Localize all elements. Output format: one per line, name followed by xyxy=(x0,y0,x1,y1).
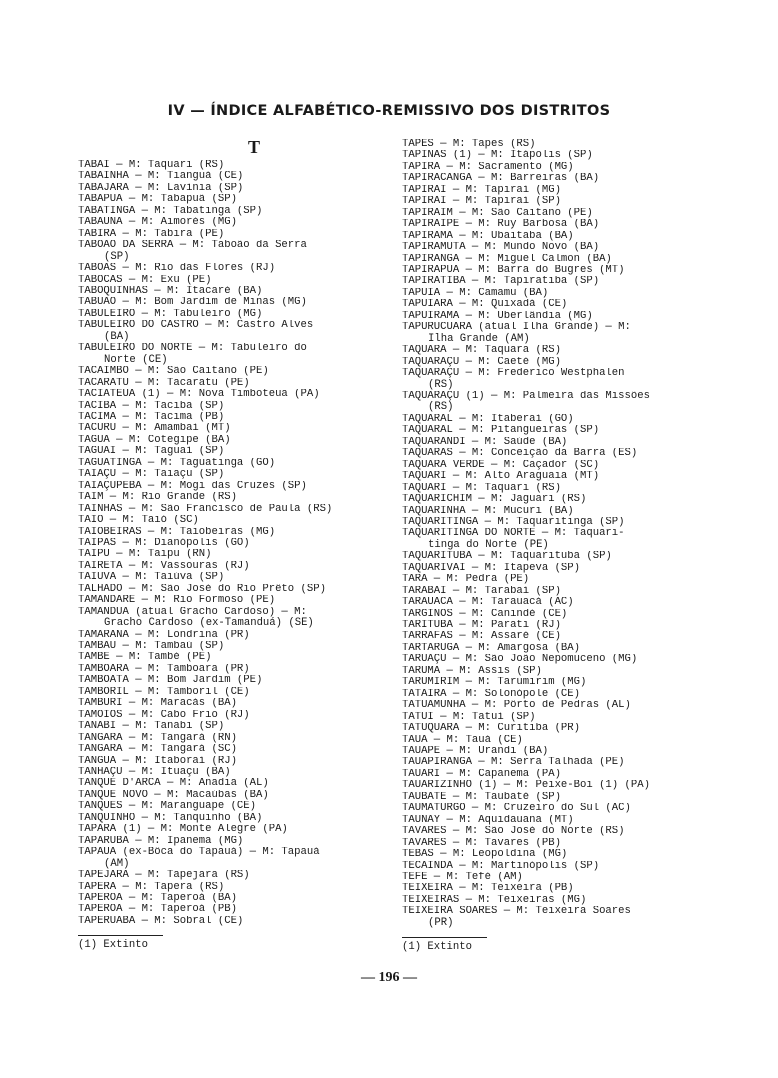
index-entry xyxy=(78,492,390,503)
index-entry xyxy=(402,254,714,265)
entry-text: TAPUIRAMA — M: Uberlândia (MG) xyxy=(402,310,593,322)
entry-continuation: Norte (CE) xyxy=(104,353,168,366)
index-entry xyxy=(78,882,390,893)
entry-text: TAMANDARÉ — M: Rio Formoso (PE) xyxy=(78,595,276,607)
index-entry xyxy=(78,584,390,595)
entry-text: TEBAS — M: Leopoldina (MG) xyxy=(402,849,568,861)
index-entry xyxy=(402,792,714,803)
entry-text: TATUQUARA — M: Curitiba (PR) xyxy=(402,723,581,735)
entry-text: TABAJARA — M: Lavínia (SP) xyxy=(78,182,244,194)
index-entry xyxy=(402,574,714,585)
index-entry xyxy=(402,368,714,391)
entry-text: TANQUE NOVO — M: Macaúbas (BA) xyxy=(78,789,269,801)
index-entry xyxy=(402,849,714,860)
entry-text: TAUAPE — M: Urandi (BA) xyxy=(402,746,549,758)
index-entry xyxy=(78,275,390,286)
index-entry xyxy=(78,217,390,228)
entry-text: TAQUARITUBA — M: Taquarituba (SP) xyxy=(402,551,612,563)
entry-text: TAGUAÍ — M: Taguaí (SP) xyxy=(78,446,225,458)
index-entry xyxy=(78,504,390,515)
index-entry xyxy=(78,847,390,870)
index-entry xyxy=(78,515,390,526)
entry-text: TAPIRACANGA — M: Barreiras (BA) xyxy=(402,173,600,185)
index-entry xyxy=(402,906,714,929)
entry-text: TAPIRAMUTÁ — M: Mundo Novo (BA) xyxy=(402,242,600,254)
entry-text: TABAPUÃ — M: Tabapuã (SP) xyxy=(78,194,237,206)
index-entry xyxy=(402,723,714,734)
index-entry xyxy=(402,196,714,207)
entry-text: TACARATU — M: Tacaratu (PE) xyxy=(78,377,250,389)
index-entry xyxy=(78,446,390,457)
index-entry xyxy=(78,893,390,904)
index-entry xyxy=(402,735,714,746)
entry-text: TAQUARANDI — M: Saúde (BA) xyxy=(402,436,568,448)
footnote-rule xyxy=(402,937,487,938)
entry-text: TEFÉ — M: Tefé (AM) xyxy=(402,872,523,883)
index-entry xyxy=(78,641,390,652)
entry-text: TEIXEIRA — M: Teixeira (PB) xyxy=(402,883,574,895)
index-entry xyxy=(78,756,390,767)
entry-text: TACURU — M: Amambaí (MT) xyxy=(78,423,231,435)
entry-text: TACIBA — M: Taciba (SP) xyxy=(78,400,225,412)
entry-text: TAUAPIRANGA — M: Serra Talhada (PE) xyxy=(402,757,625,769)
entry-text: TABULEIRO — M: Tabuleiro (MG) xyxy=(78,308,263,320)
entry-text: TAQUARAS — M: Conceição da Barra (ES) xyxy=(402,448,638,460)
entry-text: TECAINDÁ — M: Martinópolis (SP) xyxy=(402,860,600,872)
index-entry xyxy=(78,607,390,630)
entry-text: TAPEROÁ — M: Taperoá (BA) xyxy=(78,893,237,904)
entry-text: TABOCAS — M: Exu (PE) xyxy=(78,274,212,286)
index-entry xyxy=(402,494,714,505)
entry-text: TAUMATURGO — M: Cruzeiro do Sul (AC) xyxy=(402,803,631,815)
index-entry xyxy=(78,687,390,698)
index-entry xyxy=(78,401,390,412)
index-entry xyxy=(402,815,714,826)
index-entry xyxy=(402,517,714,528)
index-entry xyxy=(402,586,714,597)
entry-text: TARAUACÁ — M: Tarauacá (AC) xyxy=(402,597,574,609)
index-entry xyxy=(78,527,390,538)
index-entry xyxy=(78,549,390,560)
entry-text: TEIXEIRA SOARES — M: Teixeira Soares xyxy=(402,906,631,918)
index-entry xyxy=(78,710,390,721)
index-entry xyxy=(78,595,390,606)
entry-text: TAPERA — M: Tapera (RS) xyxy=(78,881,225,893)
entry-text: TAUARI — M: Capanema (PA) xyxy=(402,768,561,780)
index-entry xyxy=(78,481,390,492)
entry-text: TABAÚNA — M: Aimorés (MG) xyxy=(78,217,237,229)
index-entry xyxy=(402,551,714,562)
entry-text: TAPARÁ (1) — M: Monte Alegre (PA) xyxy=(78,824,288,836)
index-entry xyxy=(78,675,390,686)
index-entry xyxy=(78,378,390,389)
entry-text: TAPIRAIM — M: São Caitano (PE) xyxy=(402,207,593,219)
index-entry xyxy=(78,664,390,675)
index-entry xyxy=(78,309,390,320)
index-entry xyxy=(402,643,714,654)
index-entry xyxy=(402,162,714,173)
index-entry xyxy=(402,185,714,196)
entry-text: TACIMA — M: Tacima (PB) xyxy=(78,411,225,423)
index-entry xyxy=(402,528,714,551)
index-entry xyxy=(78,183,390,194)
entry-continuation: (AM) xyxy=(104,857,130,870)
entry-text: TAMBOARA — M: Tamboara (PR) xyxy=(78,663,250,675)
index-entry xyxy=(402,838,714,849)
index-entry xyxy=(402,826,714,837)
index-entry xyxy=(78,790,390,801)
entry-text: TAUNAY — M: Aquidauana (MT) xyxy=(402,814,574,826)
index-entry xyxy=(402,757,714,768)
entry-text: TANGUÁ — M: Itaboraí (RJ) xyxy=(78,755,237,767)
left-column xyxy=(78,136,390,952)
index-entry xyxy=(78,423,390,434)
index-entry xyxy=(78,733,390,744)
entry-text: TARABAÍ — M: Tarabaí (SP) xyxy=(402,585,561,597)
index-entry xyxy=(402,872,714,883)
entry-text: TARÁ — M: Pedra (PE) xyxy=(402,574,530,586)
entry-text: TAMBÉ — M: També (PE) xyxy=(78,652,212,664)
entry-text: TAIÚVA — M: Taiúva (SP) xyxy=(78,572,225,584)
entry-text: TANGARÁ — M: Tangará (RN) xyxy=(78,732,237,744)
footnote-rule xyxy=(78,935,163,936)
entry-text: TARUMIRIM — M: Tarumirim (MG) xyxy=(402,677,587,689)
index-entry xyxy=(78,286,390,297)
index-entry xyxy=(402,883,714,894)
index-entry xyxy=(402,700,714,711)
index-entry xyxy=(78,721,390,732)
entry-text: TAPIRAÍPE — M: Ruy Barbosa (BA) xyxy=(402,219,600,231)
entry-text: TAQUARI — M: Alto Araguaia (MT) xyxy=(402,471,600,483)
entry-text: TAQUARIVAÍ — M: Itapeva (SP) xyxy=(402,562,581,574)
entry-text: TAVARES — M: Tavares (PB) xyxy=(402,837,561,849)
index-entry xyxy=(402,483,714,494)
entry-text: TAPIRANGA — M: Miguel Calmon (BA) xyxy=(402,253,612,265)
index-entry xyxy=(402,437,714,448)
index-entry xyxy=(402,299,714,310)
entry-text: TANQUE D'ARCA — M: Anadia (AL) xyxy=(78,778,269,790)
entry-text: TAPIRAPUÃ — M: Barra do Bugres (MT) xyxy=(402,264,625,276)
index-entry xyxy=(402,139,714,150)
entry-text: TAIPAS — M: Dianópolis (GO) xyxy=(78,537,250,549)
index-entry xyxy=(402,895,714,906)
index-entry xyxy=(402,208,714,219)
entry-continuation: (PR) xyxy=(428,916,454,929)
index-entry xyxy=(402,425,714,436)
index-entry xyxy=(78,572,390,583)
entry-text: TAPIRAÍ — M: Tapiraí (MG) xyxy=(402,184,561,196)
entry-text: TABAÍ — M: Taquari (RS) xyxy=(78,160,225,171)
entry-text: TANABI — M: Tanabi (SP) xyxy=(78,721,225,733)
entry-text: TABATINGA — M: Tabatinga (SP) xyxy=(78,205,263,217)
section-letter: T xyxy=(247,137,260,157)
index-entry xyxy=(402,861,714,872)
entry-text: TARUAÇU — M: São João Nepomuceno (MG) xyxy=(402,654,638,666)
index-entry xyxy=(78,412,390,423)
entry-text: TABULEIRO DO CASTRO — M: Castro Alves xyxy=(78,320,314,332)
entry-text: TAQUARA — M: Taquara (RS) xyxy=(402,345,561,357)
entry-text: TAPUIARÁ — M: Quixadá (CE) xyxy=(402,299,568,311)
entry-text: TARGINOS — M: Canindé (CE) xyxy=(402,608,568,620)
entry-continuation: (BA) xyxy=(104,330,130,343)
index-entry xyxy=(78,538,390,549)
right-entry-list xyxy=(402,139,714,929)
entry-text: TAPEROÁ — M: Taperoá (PB) xyxy=(78,904,237,916)
entry-text: TAPEJARA — M: Tapejara (RS) xyxy=(78,870,250,882)
entry-text: TAIM — M: Rio Grande (RS) xyxy=(78,492,237,504)
index-entry xyxy=(402,357,714,368)
entry-text: TAINHAS — M: São Francisco de Paula (RS) xyxy=(78,503,333,515)
index-entry xyxy=(78,836,390,847)
index-entry xyxy=(402,322,714,345)
entry-text: TAGUÁ — M: Cotegipe (BA) xyxy=(78,434,231,446)
entry-text: TATAÍRA — M: Solonópole (CE) xyxy=(402,688,581,700)
entry-text: TAUBATÉ — M: Taubaté (SP) xyxy=(402,791,561,803)
entry-text: TAQUARI — M: Taquari (RS) xyxy=(402,482,561,494)
index-entry xyxy=(402,746,714,757)
index-entry xyxy=(402,780,714,791)
index-entry xyxy=(402,769,714,780)
entry-text: TAPIRAMA — M: Ubaitaba (BA) xyxy=(402,230,574,242)
index-entry xyxy=(78,767,390,778)
index-entry xyxy=(402,597,714,608)
index-entry xyxy=(78,263,390,274)
entry-text: TAVARES — M: São José do Norte (RS) xyxy=(402,826,625,838)
index-entry xyxy=(402,231,714,242)
index-entry xyxy=(78,916,390,927)
entry-text: TAPERUABA — M: Sobral (CE) xyxy=(78,915,244,927)
entry-text: TABOÃO DA SERRA — M: Taboão da Serra xyxy=(78,240,307,252)
entry-text: TAMBURI — M: Maracás (BA) xyxy=(78,698,237,710)
entry-text: TARUMÃ — M: Assis (SP) xyxy=(402,665,542,677)
index-entry xyxy=(78,366,390,377)
footnote-right: (1) Extinto xyxy=(402,941,472,954)
entry-text: TAGUATINGA — M: Taguatinga (GO) xyxy=(78,457,276,469)
entry-text: TAPAUÁ (ex-Bôca do Tapauá) — M: Tapauá xyxy=(78,847,320,859)
entry-text: TACIATEUA (1) — M: Nova Timboteua (PA) xyxy=(78,389,320,401)
entry-text: TAMBOATÁ — M: Bom Jardim (PE) xyxy=(78,675,263,687)
entry-text: TAIOBEIRAS — M: Taiobeiras (MG) xyxy=(78,526,276,538)
entry-text: TAMBAÚ — M: Tambaú (SP) xyxy=(78,641,225,653)
entry-text: TAQUARAL — M: Pitangueiras (SP) xyxy=(402,425,600,437)
entry-continuation: Gracho Cardoso (ex-Tamanduá) (SE) xyxy=(104,617,314,630)
right-column xyxy=(402,139,714,954)
index-entry xyxy=(78,744,390,755)
index-entry xyxy=(402,311,714,322)
page-title: IV — ÍNDICE ALFABÉTICO-REMISSIVO DOS DISTRITOS xyxy=(167,103,611,119)
index-entry xyxy=(402,506,714,517)
index-entry xyxy=(78,320,390,343)
index-entry xyxy=(402,391,714,414)
index-entry xyxy=(402,620,714,631)
entry-text: TANGARÁ — M: Tangará (SC) xyxy=(78,744,237,756)
entry-text: TABIRA — M: Tabira (PE) xyxy=(78,228,225,240)
entry-text: TARITUBA — M: Parati (RJ) xyxy=(402,620,561,632)
entry-text: TARTARUGA — M: Amargosa (BA) xyxy=(402,642,581,654)
index-entry xyxy=(78,698,390,709)
index-entry xyxy=(402,803,714,814)
entry-text: TATUAMUNHA — M: Pôrto de Pedras (AL) xyxy=(402,700,631,712)
entry-text: TAIPU — M: Taipu (RN) xyxy=(78,549,212,561)
entry-text: TACAIMBÓ — M: São Caitano (PE) xyxy=(78,366,269,378)
entry-text: TABOAS — M: Rio das Flores (RJ) xyxy=(78,263,276,275)
entry-text: TABULEIRO DO NORTE — M: Tabuleiro do xyxy=(78,343,307,355)
index-entry xyxy=(78,561,390,572)
entry-text: TABAINHA — M: Tianguá (CE) xyxy=(78,171,244,183)
entry-text: TAMBORIL — M: Tamboril (CE) xyxy=(78,686,250,698)
index-entry xyxy=(78,824,390,835)
index-entry xyxy=(78,652,390,663)
entry-text: TABUÃO — M: Bom Jardim de Minas (MG) xyxy=(78,297,307,309)
index-entry xyxy=(78,801,390,812)
entry-text: TAQUARITINGA — M: Taquaritinga (SP) xyxy=(402,516,625,528)
entry-text: TAQUARINHA — M: Mucuri (BA) xyxy=(402,505,574,517)
index-entry xyxy=(78,469,390,480)
entry-text: TAIAÇU — M: Taiaçu (SP) xyxy=(78,469,225,481)
index-entry xyxy=(78,904,390,915)
index-entry xyxy=(78,778,390,789)
index-entry xyxy=(402,654,714,665)
entry-text: TAUARIZINHO (1) — M: Peixe-Boi (1) (PA) xyxy=(402,780,650,792)
entry-text: TAQUARICHIM — M: Jaguari (RS) xyxy=(402,494,587,506)
entry-text: TAPIRA — M: Sacramento (MG) xyxy=(402,161,574,173)
left-entry-list xyxy=(78,160,390,927)
index-entry xyxy=(402,345,714,356)
index-entry xyxy=(78,297,390,308)
footnote-left: (1) Extinto xyxy=(78,939,148,952)
index-entry xyxy=(402,219,714,230)
entry-text: TATUÍ — M: Tatuí (SP) xyxy=(402,711,536,723)
index-entry xyxy=(402,712,714,723)
entry-text: TAQUARAÇU — M: Caeté (MG) xyxy=(402,356,561,368)
entry-text: TAPIRATIBA — M: Tapiratiba (SP) xyxy=(402,276,600,288)
entry-text: TAPIRAÍ — M: Tapiraí (SP) xyxy=(402,196,561,208)
index-entry xyxy=(402,677,714,688)
index-entry xyxy=(402,460,714,471)
entry-text: TAPURUCUARA (atual Ilha Grande) — M: xyxy=(402,322,631,334)
index-entry xyxy=(78,343,390,366)
index-entry xyxy=(402,288,714,299)
index-entry xyxy=(402,150,714,161)
entry-text: TAIRETÁ — M: Vassouras (RJ) xyxy=(78,560,250,572)
entry-text: TAMOIOS — M: Cabo Frio (RJ) xyxy=(78,709,250,721)
entry-text: TAQUARAÇU — M: Frederico Westphalen xyxy=(402,368,625,380)
entry-text: TAPINAS (1) — M: Itápolis (SP) xyxy=(402,150,593,162)
entry-text: TAIAÇUPEBA — M: Mogi das Cruzes (SP) xyxy=(78,480,307,492)
index-entry xyxy=(402,666,714,677)
index-entry xyxy=(78,206,390,217)
index-entry xyxy=(78,171,390,182)
index-entry xyxy=(402,448,714,459)
index-entry xyxy=(402,276,714,287)
index-entry xyxy=(78,160,390,171)
index-entry xyxy=(402,609,714,620)
entry-text: TAUÁ — M: Tauá (CE) xyxy=(402,734,523,746)
entry-text: TAMARANA — M: Londrina (PR) xyxy=(78,629,250,641)
index-entry xyxy=(78,389,390,400)
entry-text: TABOQUINHAS — M: Itacaré (BA) xyxy=(78,285,263,297)
index-entry xyxy=(402,563,714,574)
entry-text: TANQUES — M: Maranguape (CE) xyxy=(78,801,257,813)
index-entry xyxy=(78,240,390,263)
entry-text: TAPUIA — M: Camamu (BA) xyxy=(402,287,549,299)
entry-text: TAQUARITINGA DO NORTE — M: Taquari- xyxy=(402,528,625,540)
entry-text: TANHAÇU — M: Ituaçu (BA) xyxy=(78,767,231,779)
entry-continuation: (RS) xyxy=(428,401,454,414)
entry-text: TALHADO — M: São José do Rio Prêto (SP) xyxy=(78,583,326,595)
entry-text: TAMANDUÁ (atual Gracho Cardoso) — M: xyxy=(78,606,307,618)
index-entry xyxy=(78,194,390,205)
index-entry xyxy=(402,265,714,276)
index-entry xyxy=(78,630,390,641)
entry-text: TAPES — M: Tapes (RS) xyxy=(402,139,536,150)
index-entry xyxy=(78,870,390,881)
entry-continuation: Ilha Grande (AM) xyxy=(428,332,530,345)
entry-text: TEIXEIRAS — M: Teixeiras (MG) xyxy=(402,894,587,906)
index-entry xyxy=(402,414,714,425)
entry-text: TAQUARA VERDE — M: Caçador (SC) xyxy=(402,459,600,471)
entry-continuation: tinga do Norte (PE) xyxy=(428,538,549,551)
entry-continuation: (SP) xyxy=(104,250,130,263)
entry-text: TAPARUBA — M: Ipanema (MG) xyxy=(78,835,244,847)
entry-text: TARRAFAS — M: Assaré (CE) xyxy=(402,631,561,643)
index-entry xyxy=(78,458,390,469)
index-entry xyxy=(78,229,390,240)
entry-continuation: (RS) xyxy=(428,378,454,391)
index-entry xyxy=(402,242,714,253)
entry-text: TAQUARAÇU (1) — M: Palmeira das Missões xyxy=(402,390,650,402)
entry-text: TAIÓ — M: Taió (SC) xyxy=(78,515,199,527)
index-entry xyxy=(402,173,714,184)
index-entry xyxy=(78,435,390,446)
index-entry xyxy=(402,631,714,642)
entry-text: TAQUARAL — M: Itaberaí (GO) xyxy=(402,413,574,425)
page-number: — 196 — xyxy=(361,970,417,985)
index-entry xyxy=(402,471,714,482)
entry-text: TANQUINHO — M: Tanquinho (BA) xyxy=(78,812,263,824)
index-entry xyxy=(78,813,390,824)
index-entry xyxy=(402,689,714,700)
